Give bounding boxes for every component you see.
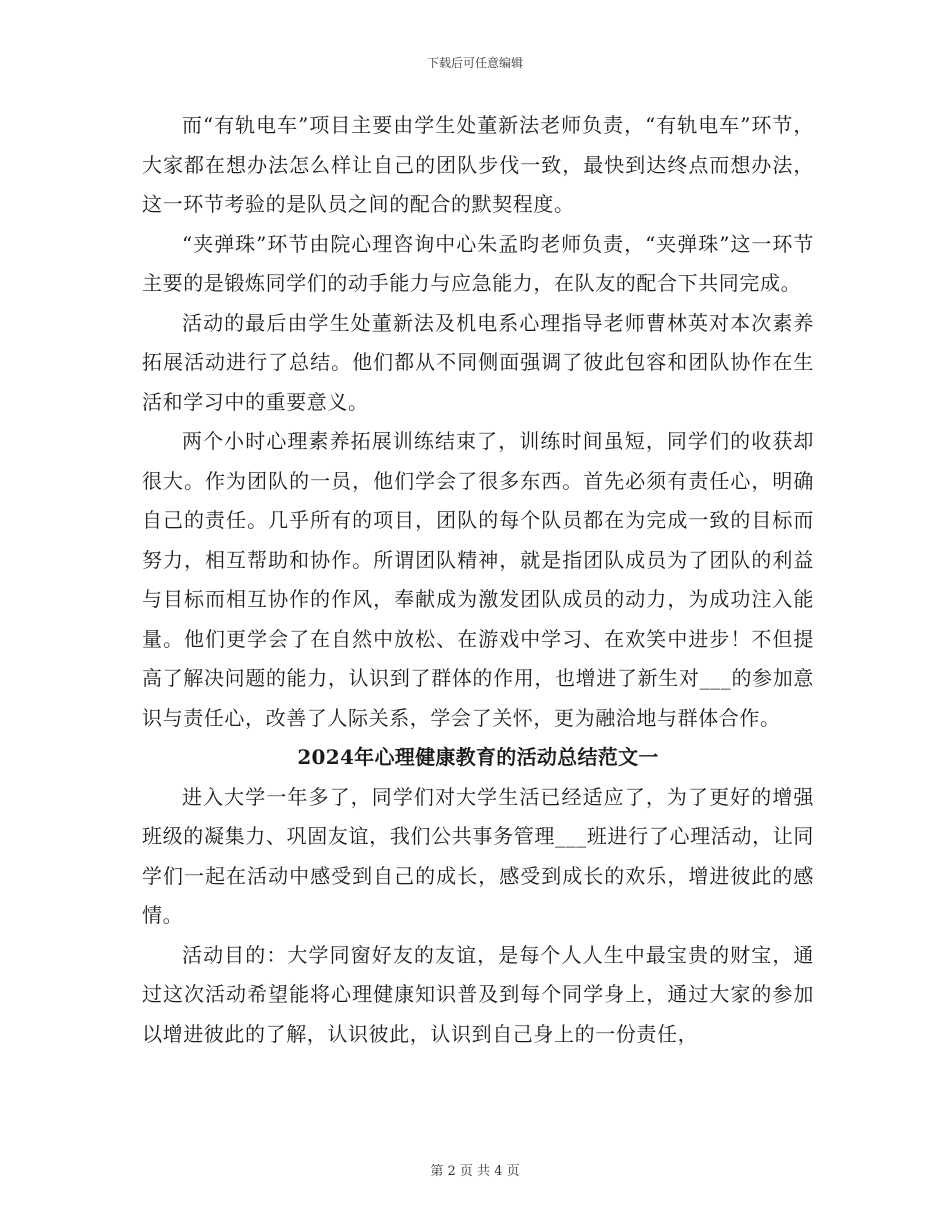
page-header: 下载后可任意编辑 (426, 56, 523, 70)
paragraph-intro: 进入大学一年多了，同学们对大学生活已经适应了，为了更好的增强班级的凝集力、巩固友谊，我们公共事务管理___班进行了心理活动，让同学们一起在活动中感受到自己的成长，感受到成长的欢乐，增进彼此的感情。 (142, 784, 814, 927)
paragraph-outcome: 两个小时心理素养拓展训练结束了，训练时间虽短，同学们的收获却很大。作为团队的一员，他们学会了很多东西。首先必须有责任心，明确自己的责任。几乎所有的项目，团队的每个队员都在为完成一致的目标而努力，相互帮助和协作。所谓团队精神，就是指团队成员为了团队的利益与目标而相互协作的作风，奉献成为激发团队成员的动力，为成功注入能量。他们更学会了在自然中放松、在游戏中学习、在欢笑中进步！不但提高了解决问题的能力，认识到了群体的作用，也增进了新生对___的参加意识与责任心，改善了人际关系，学会了关怀，更为融洽地与群体合作。 (142, 429, 814, 730)
page-footer: 第 2 页 共 4 页 (430, 1164, 520, 1179)
paragraph-marbles: “夹弹珠”环节由院心理咨询中心朱孟昀老师负责，“夹弹珠”这一环节主要的是锻炼同学们的动手能力与应急能力，在队友的配合下共同完成。 (142, 231, 814, 295)
paragraph-tram: 而“有轨电车”项目主要由学生处董新法老师负责，“有轨电车”环节，大家都在想办法怎么样让自己的团队步伐一致，最快到达终点而想办法，这一环节考验的是队员之间的配合的默契程度。 (142, 113, 814, 216)
paragraph-purpose: 活动目的：大学同窗好友的友谊，是每个人人生中最宝贵的财宝，通过这次活动希望能将心理健康知识普及到每个同学身上，通过大家的参加以增进彼此的了解，认识彼此，认识到自己身上的一份责任， (142, 942, 814, 1046)
paragraph-summary: 活动的最后由学生处董新法及机电系心理指导老师曹林英对本次素养拓展活动进行了总结。他们都从不同侧面强调了彼此包容和团队协作在生活和学习中的重要意义。 (142, 310, 814, 414)
document-body (142, 106, 814, 1054)
section-heading: 2024年心理健康教育的活动总结范文一 (297, 745, 659, 769)
